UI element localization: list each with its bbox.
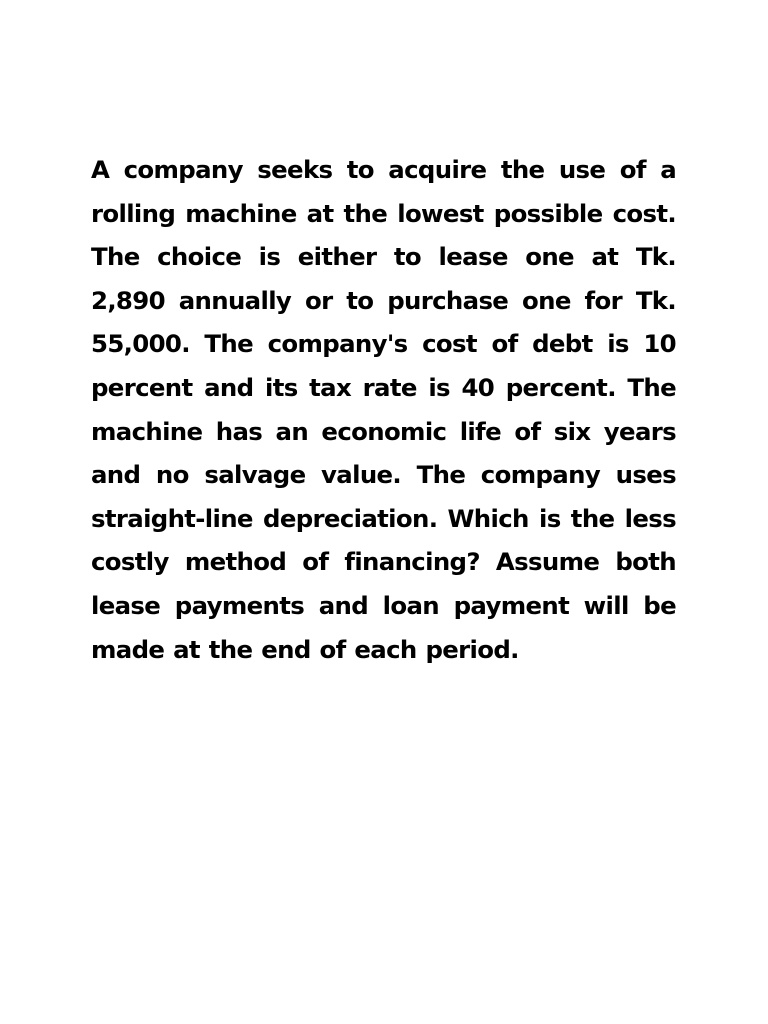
problem-paragraph: A company seeks to acquire the use of a rolling machine at the lowest possible cost. The choice is either to lease one at Tk. 2,890 annually or to purchase one for Tk. 55,000. The company's cost of debt is 10 percent and its tax rate is 40 percent. The machine has an economic life of six years and no salvage value. The company uses straight-line depreciation. Which is the less costly method of financing? Assume both lease payments and loan payment will be made at the end of each period. [91, 155, 676, 664]
